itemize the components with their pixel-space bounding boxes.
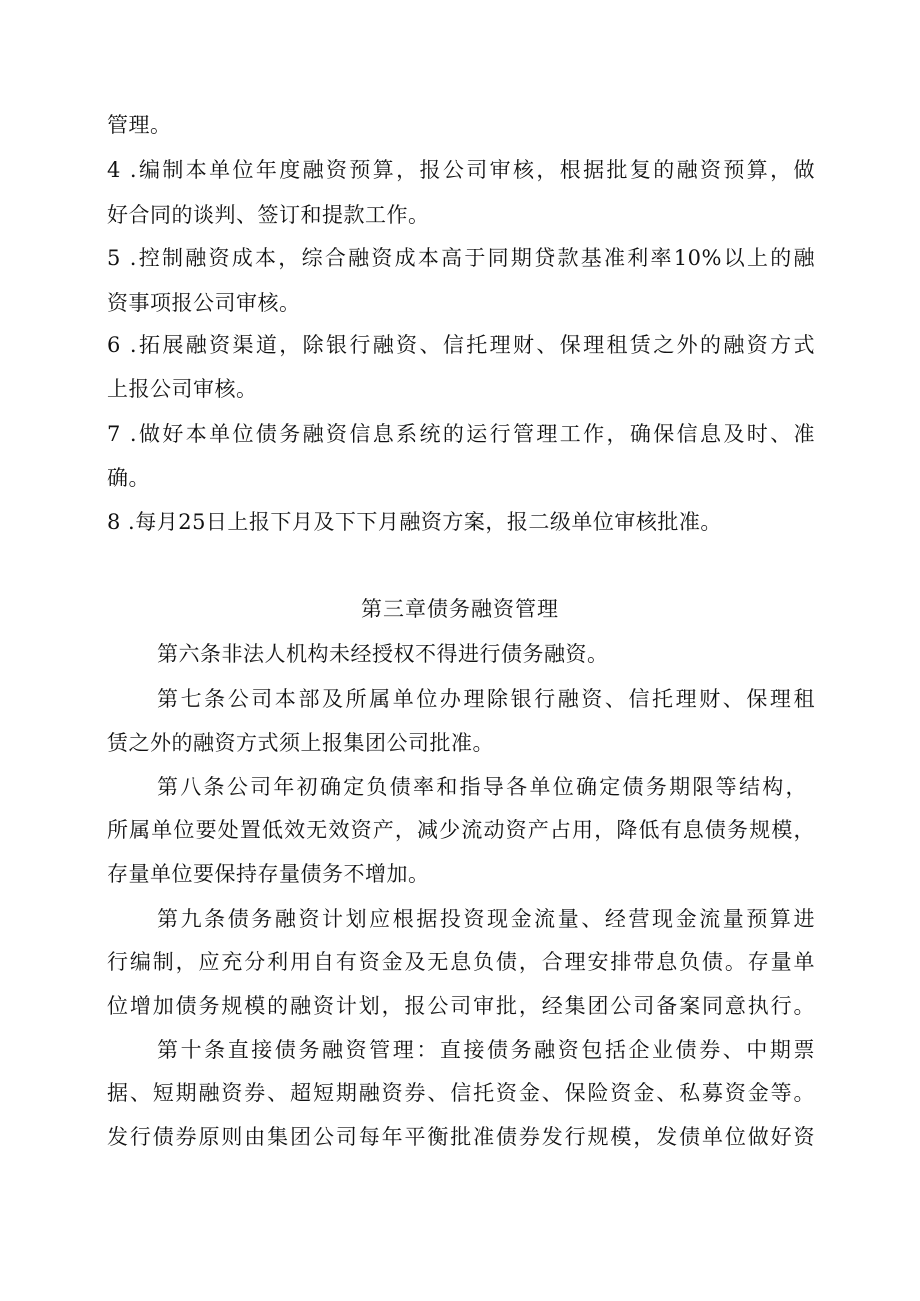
article-7-line-2: 赁之外的融资方式须上报集团公司批准。	[107, 731, 494, 755]
article-10-line-2: 据、短期融资券、超短期融资券、信托资金、保险资金、私募资金等。	[107, 1081, 815, 1105]
text-line-10: 8 .每月25日上报下月及下下月融资方案，报二级单位审核批准。	[107, 510, 722, 534]
article-10-line-1: 第十条直接债务融资管理：直接债务融资包括企业债券、中期票	[157, 1038, 815, 1062]
text-line-6: 6 .拓展融资渠道，除银行融资、信托理财、保理租赁之外的融资方式	[107, 333, 815, 357]
text-line-1: 管理。	[107, 113, 172, 137]
article-9-line-3: 位增加债务规模的融资计划，报公司审批，经集团公司备案同意执行。	[107, 994, 815, 1018]
article-8-line-1: 第八条公司年初确定负债率和指导各单位确定债务期限等结构，	[157, 775, 807, 799]
article-6-line-1: 第六条非法人机构未经授权不得进行债务融资。	[157, 642, 609, 666]
text-line-9: 确。	[107, 466, 150, 490]
article-9-line-2: 行编制，应充分利用自有资金及无息负债，合理安排带息负债。存量单	[107, 950, 815, 974]
article-9-line-1: 第九条债务融资计划应根据投资现金流量、经营现金流量预算进	[157, 907, 815, 931]
text-line-4: 5 .控制融资成本，综合融资成本高于同期贷款基准利率10%以上的融	[107, 246, 815, 270]
text-line-7: 上报公司审核。	[107, 377, 258, 401]
text-line-8: 7 .做好本单位债务融资信息系统的运行管理工作，确保信息及时、准	[107, 422, 815, 446]
chapter-title: 第三章债务融资管理	[361, 597, 559, 621]
text-line-3: 好合同的谈判、签订和提款工作。	[107, 203, 430, 227]
article-10-line-3: 发行债券原则由集团公司每年平衡批准债券发行规模，发债单位做好资	[107, 1125, 815, 1149]
article-8-line-2: 所属单位要处置低效无效资产，减少流动资产占用，降低有息债务规模，	[107, 818, 815, 842]
article-8-line-3: 存量单位要保持存量债务不增加。	[107, 862, 430, 886]
article-7-line-1: 第七条公司本部及所属单位办理除银行融资、信托理财、保理租	[157, 687, 815, 711]
text-line-5: 资事项报公司审核。	[107, 291, 301, 315]
text-line-2: 4 .编制本单位年度融资预算，报公司审核，根据批复的融资预算，做	[107, 158, 815, 182]
